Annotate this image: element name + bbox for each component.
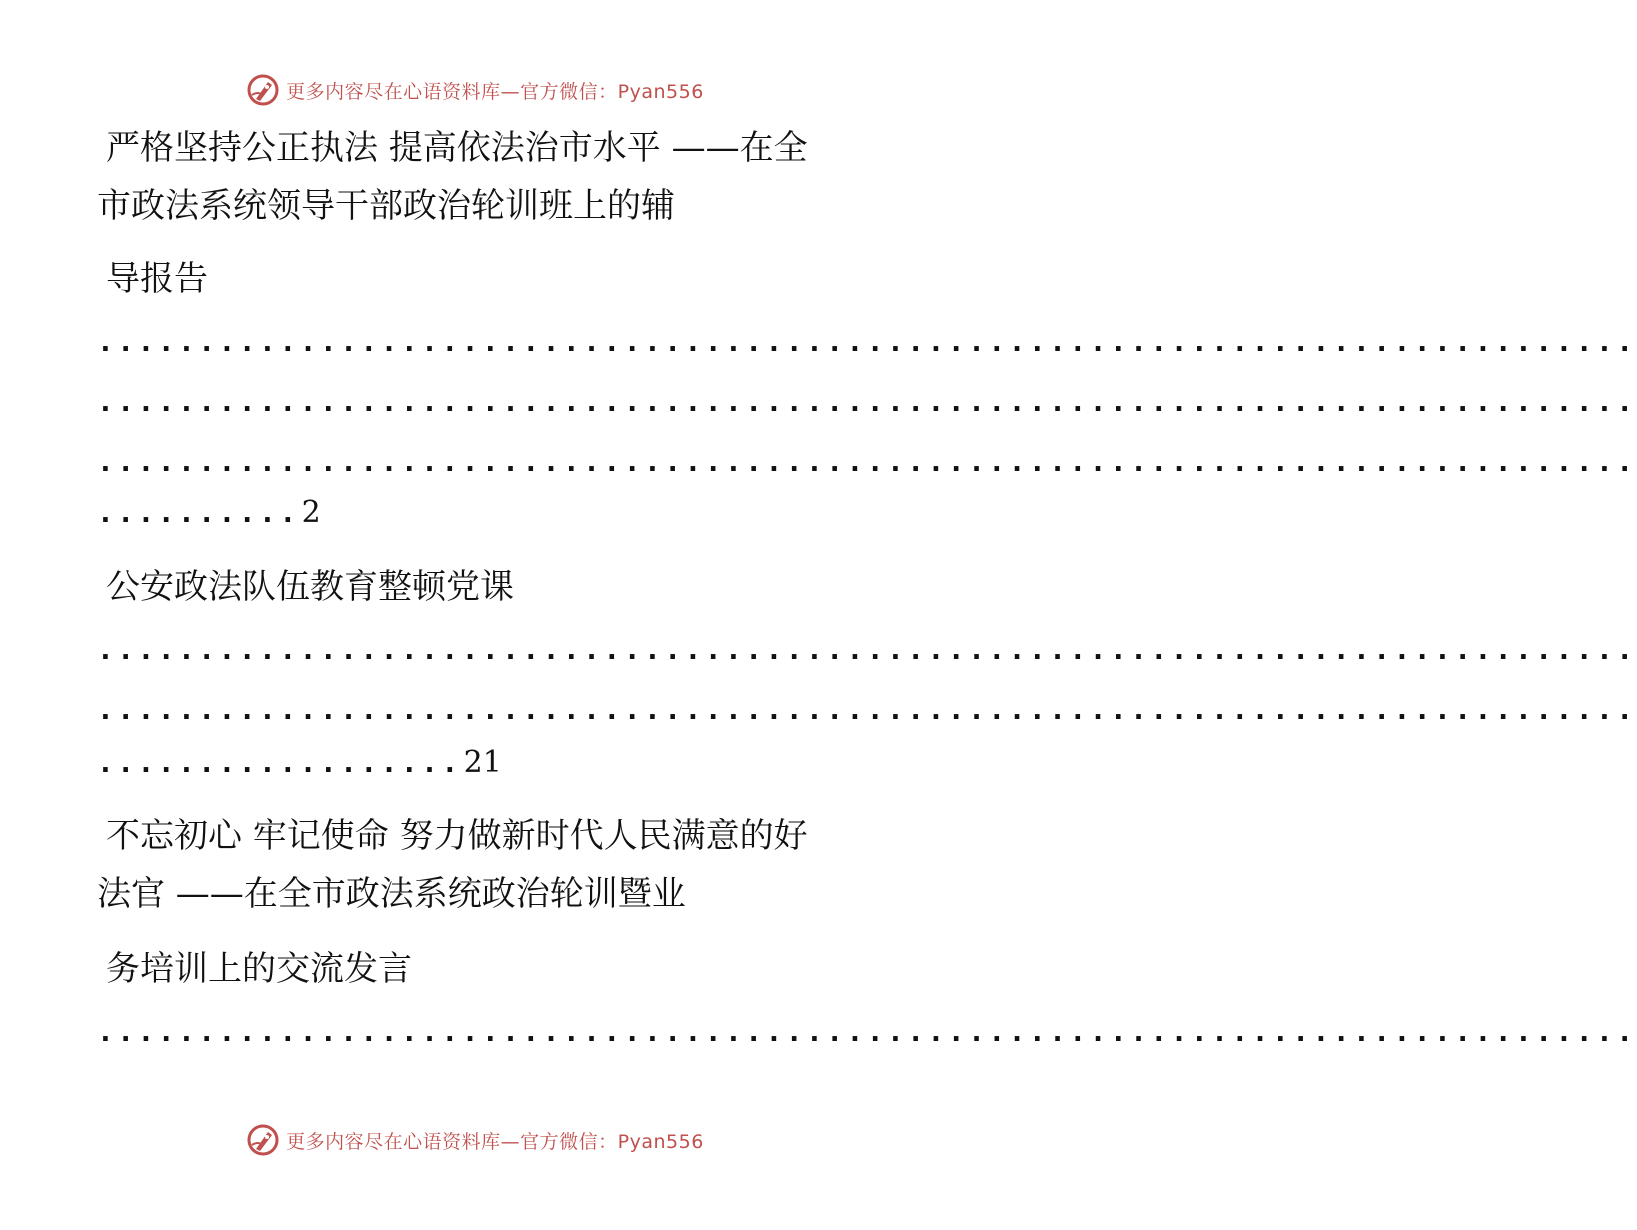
toc-entry-2-page-number: 21 <box>463 745 502 780</box>
toc-entry-2-page-line[interactable] <box>97 733 502 793</box>
toc-entry-1-page-line[interactable] <box>97 483 321 543</box>
header-watermark-banner <box>0 70 950 110</box>
toc-entry-1-title-line-2: 市政法系统领导干部政治轮训班上的辅 <box>97 186 675 226</box>
toc-entry-3-title-line-2: 法官 ——在全市政法系统政治轮训暨业 <box>97 874 686 914</box>
toc-entry-1-title-line-3: 导报告 <box>106 259 208 299</box>
toc-entry-2-leader-dots: ............................................................................ <box>97 693 1637 726</box>
watermark-text: 更多内容尽在心语资料库—官方微信：Pyan556 <box>286 1130 704 1153</box>
footer-watermark-banner <box>0 1120 950 1160</box>
toc-entry-2-leader-dots: ............................................................................ <box>97 633 1637 666</box>
pen-nib-logo-icon <box>246 1123 280 1157</box>
toc-entry-3-leader-dots: ............................................................................ <box>97 1015 1637 1048</box>
toc-entry-3-title-line-1: 不忘初心 牢记使命 努力做新时代人民满意的好 <box>106 816 808 856</box>
toc-entry-1-page-number: 2 <box>301 495 321 530</box>
toc-entry-1-leader-tail: .......... <box>97 496 300 529</box>
watermark-text: 更多内容尽在心语资料库—官方微信：Pyan556 <box>286 80 704 103</box>
toc-entry-2-leader-tail: .................. <box>97 746 462 779</box>
toc-entry-1-leader-dots: ............................................................................ <box>97 325 1637 358</box>
pen-nib-logo-icon <box>246 73 280 107</box>
toc-entry-1-leader-dots: ............................................................................ <box>97 445 1637 478</box>
toc-entry-1-title-line-1: 严格坚持公正执法 提高依法治市水平 ——在全 <box>106 128 808 168</box>
toc-entry-3-title-line-3: 务培训上的交流发言 <box>106 949 412 989</box>
toc-entry-1-leader-dots: ............................................................................ <box>97 385 1637 418</box>
toc-entry-2-title: 公安政法队伍教育整顿党课 <box>106 567 514 607</box>
